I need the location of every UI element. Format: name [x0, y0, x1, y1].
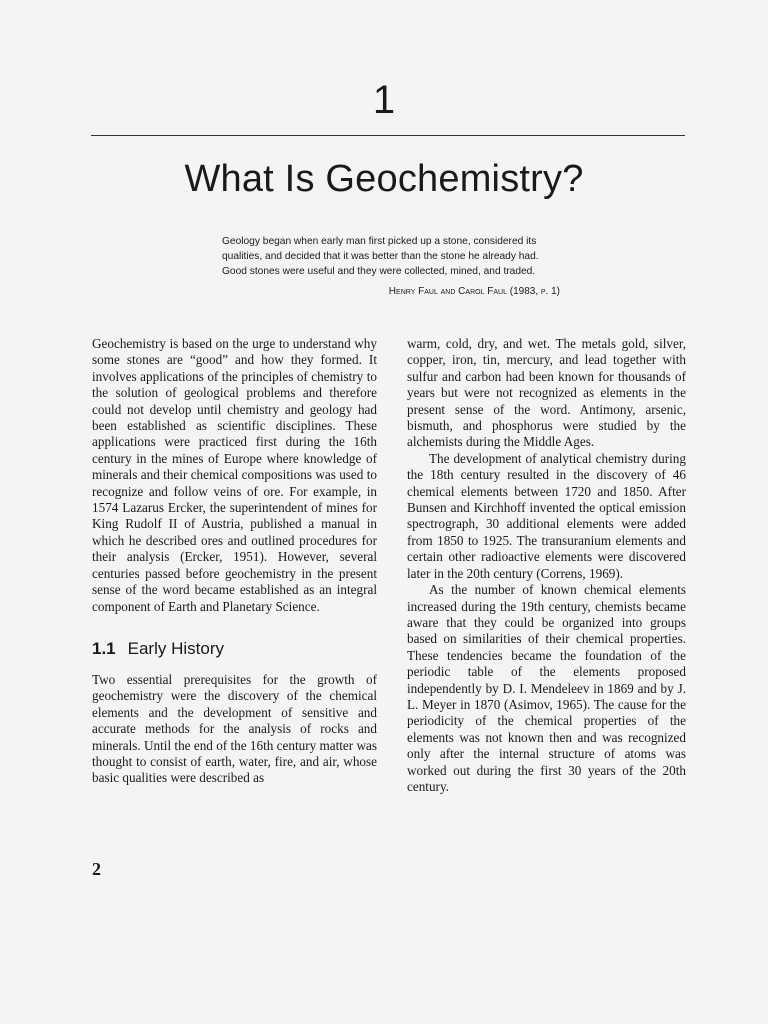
epigraph: [222, 234, 562, 299]
section-paragraph-2: The development of analytical chemistry during the 18th century resulted in the discovery of 46 chemical elements between 1720 and 1850. After Bunsen and Kirchhoff invented the optical emission spectrograph, 30 additional elements were added from 1850 to 1925. The transuranium elements and certain other radioactive elements were discovered later in the 20th century (Correns, 1969).: [407, 450, 686, 581]
chapter-divider: [91, 135, 685, 136]
section-title: Early History: [127, 638, 224, 658]
chapter-number: 1: [372, 78, 396, 122]
right-column: [407, 336, 686, 795]
chapter-title: What Is Geochemistry?: [184, 158, 584, 200]
left-column: [92, 336, 377, 787]
section-heading: [92, 639, 377, 659]
page-number: 2: [92, 859, 101, 879]
section-number: 1.1: [92, 638, 116, 658]
section-paragraph-3: As the number of known chemical elements increased during the 19th century, chemists became aware that they could be organized into groups based on similarities of their chemical properties. These tendencies became the foundation of the periodic table of the elements proposed independently by D. I. Mendeleev in 1869 and by J. L. Meyer in 1870 (Asimov, 1965). The cause for the periodicity of the chemical properties of the elements was not known then and was recognized only after the internal structure of atoms was worked out during the first 30 years of the 20th century.: [407, 582, 686, 794]
intro-paragraph: Geochemistry is based on the urge to understand why some stones are “good” and how they formed. It involves applications of the principles of chemistry to the solution of geological problems and therefore could not develop until chemistry and geology had been established as scientific disciplines. These applications were practiced first during the 16th century in the mines of Europe where knowledge of minerals and their chemical compositions was used to recognize and follow veins of ore. For example, in 1574 Lazarus Ercker, the superintendent of mines for King Rudolf II of Austria, published a manual in which he described ores and outlined procedures for their analysis (Ercker, 1951). However, several centuries passed before geochemistry in the present sense of the word became established as an integral component of Earth and Planetary Science.: [92, 336, 377, 614]
section-paragraph-1-start: Two essential prerequisites for the growth of geochemistry were the discovery of the chemical elements and the development of sensitive and accurate methods for the analysis of rocks and minerals. Until the end of the 16th century matter was thought to consist of earth, water, fire, and air, whose basic qualities were described as: [92, 671, 377, 786]
epigraph-text: Geology began when early man first picked up a stone, considered its qualities, and decided that it was better than the stone he already had. Good stones were useful and they were collected, mined, and traded.: [222, 236, 539, 277]
epigraph-source: Henry Faul and Carol Faul (1983, p. 1): [388, 286, 560, 297]
section-paragraph-1-end: warm, cold, dry, and wet. The metals gold, silver, copper, iron, tin, mercury, and lead together with sulfur and carbon had been known for thousands of years but were not recognized as elements in the present sense of the word. Antimony, arsenic, bismuth, and phosphorus were studied by the alchemists during the Middle Ages.: [407, 336, 686, 450]
